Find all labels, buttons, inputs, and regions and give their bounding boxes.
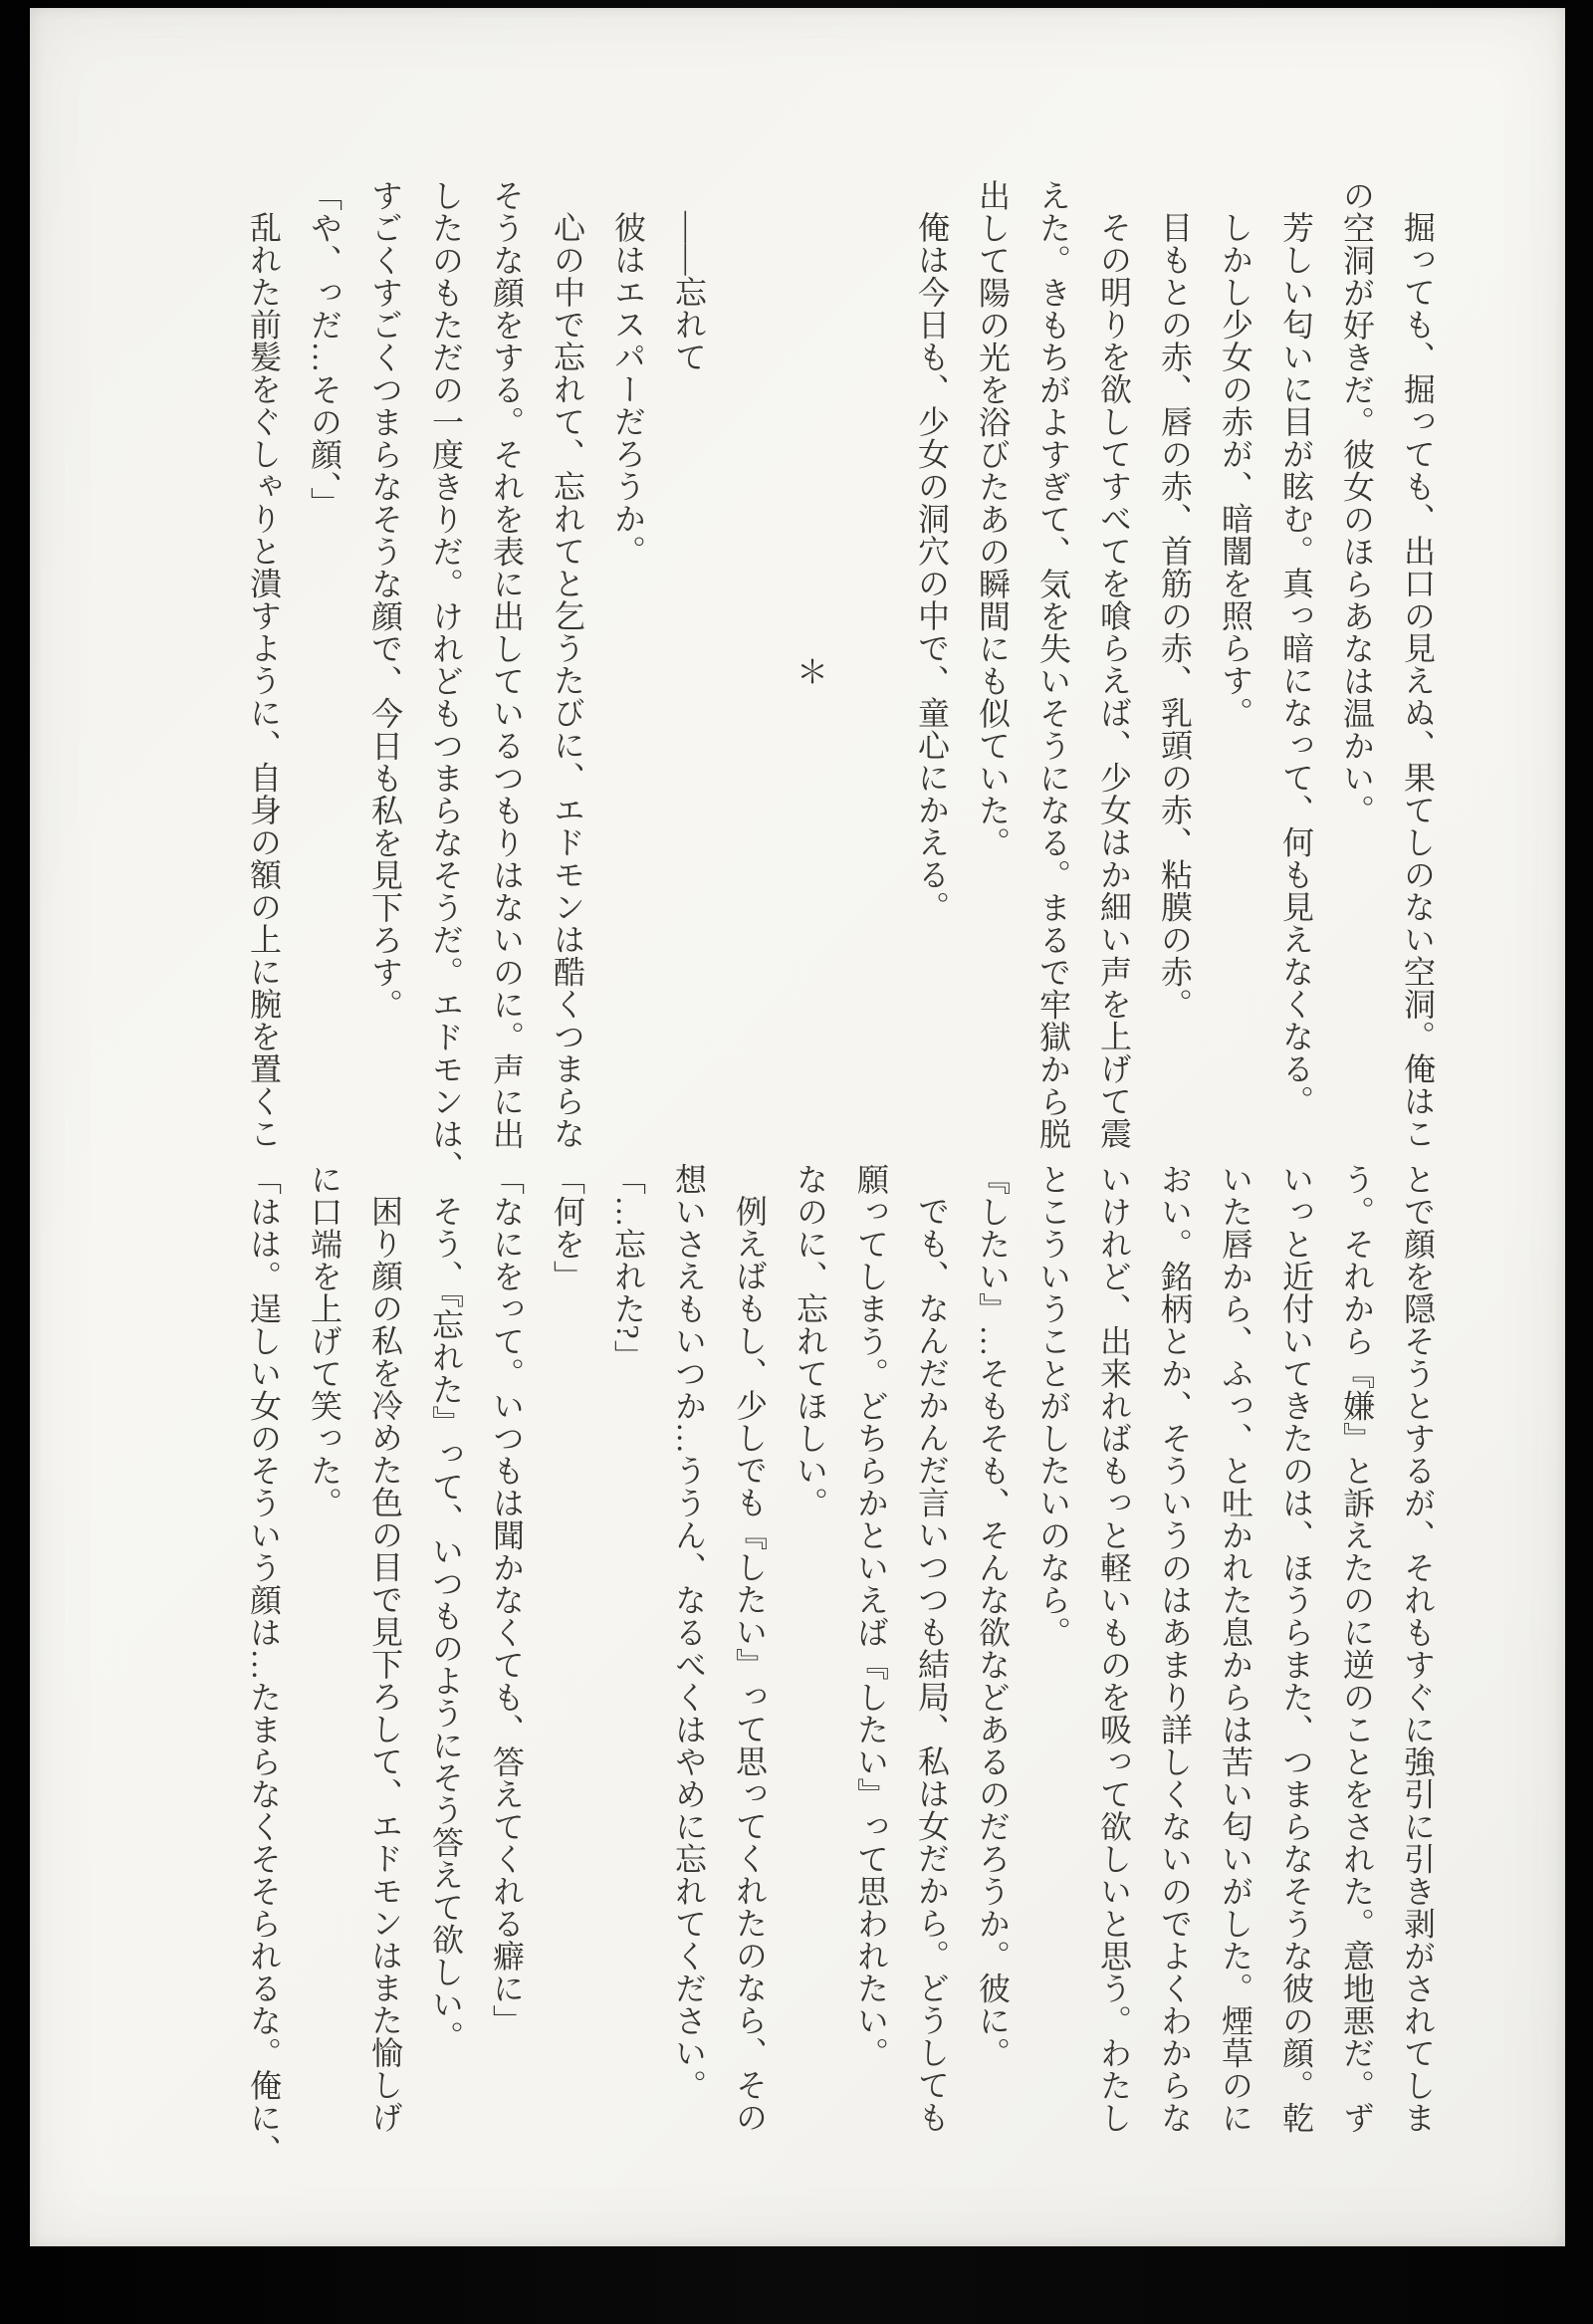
text-line: 心の中で忘れて、忘れてと乞うたびに、エドモンは酷くつまらな — [550, 211, 585, 1150]
text-line: 「はは。逞しい女のそういう顔は…たまらなくそそられるな。俺に、 — [246, 1163, 282, 2167]
text-line: 想いさえもいつか…ううん、なるべくはやめに忘れてください。 — [671, 1163, 707, 2102]
text-line: いた唇から、ふっ、と吐かれた息からは苦い匂いがした。煙草のに — [1218, 1163, 1253, 2134]
text-line: そうな顔をする。それを表に出しているつもりはないのに。声に出 — [489, 179, 525, 1150]
text-line: の空洞が好きだ。彼女のほらあなは温かい。 — [1339, 179, 1375, 826]
text-line: すごくすごくつまらなそうな顔で、今日も私を見下ろす。 — [367, 179, 403, 1021]
text-line: その明りを欲してすべてを喰らえば、少女はか細い声を上げて震 — [1096, 211, 1132, 1150]
text-line: 『したい』…そもそも、そんな欲などあるのだろうか。彼に。 — [975, 1163, 1011, 2069]
text-line: したのもただの一度きりだ。けれどもつまらなそうだ。エドモンは、 — [428, 179, 464, 1183]
text-line: えた。きもちがよすぎて、気を失いそうになる。まるで牢獄から脱 — [1035, 179, 1071, 1150]
text-line: とこういうことがしたいのなら。 — [1035, 1163, 1071, 1649]
text-line — [719, 179, 780, 1165]
upper-text-block — [229, 179, 1448, 1183]
text-line: 願ってしまう。どちらかといえば『したい』って思われたい。 — [853, 1163, 889, 2069]
text-line: ——忘れて — [671, 211, 707, 373]
text-line: 「…忘れた?」 — [610, 1163, 646, 1372]
text-line: 俺は今日も、少女の洞穴の中で、童心にかえる。 — [914, 211, 950, 923]
text-line: 目もとの赤、唇の赤、首筋の赤、乳頭の赤、粘膜の赤。 — [1157, 211, 1193, 1021]
text-line: 芳しい匂いに目が眩む。真っ暗になって、何も見えなくなる。 — [1278, 211, 1314, 1117]
text-line: 乱れた前髪をぐしゃりと潰すように、自身の額の上に腕を置くこ — [246, 211, 282, 1150]
text-line: そう、『忘れた』って、いつものようにそう答えて欲しい。 — [428, 1195, 464, 2053]
text-line — [840, 179, 901, 1165]
text-line: 例えばもし、少しでも『したい』って思ってくれたのなら、その — [732, 1195, 768, 2134]
text-line: 「や、っだ…その顔、」 — [307, 179, 342, 520]
book-page — [30, 8, 1565, 2246]
text-line: に口端を上げて笑った。 — [307, 1163, 342, 1519]
text-line: しかし少女の赤が、暗闇を照らす。 — [1218, 211, 1253, 729]
text-line: でも、なんだかんだ言いつつも結局、私は女だから。どうしても — [914, 1195, 950, 2134]
text-line: 困り顔の私を冷めた色の目で見下ろして、エドモンはまた愉しげ — [367, 1195, 403, 2134]
text-line: とで顔を隠そうとするが、それもすぐに強引に引き剥がされてしま — [1400, 1163, 1436, 2134]
text-line: いっと近付いてきたのは、ほうらまた、つまらなそうな彼の顔。乾 — [1278, 1163, 1314, 2134]
section-separator: ＊ — [793, 655, 828, 687]
text-line: 彼はエスパーだろうか。 — [610, 211, 646, 568]
text-line: 出して陽の光を浴びたあの瞬間にも似ていた。 — [975, 179, 1011, 859]
text-line: 「何を」 — [550, 1163, 585, 1292]
text-line: 「なにをって。いつもは聞かなくても、答えてくれる癖に」 — [489, 1163, 525, 2037]
lower-text-block — [229, 1163, 1448, 2167]
text-line: う。それから『嫌』と訴えたのに逆のことをされた。意地悪だ。ず — [1339, 1163, 1375, 2134]
text-line: いけれど、出来ればもっと軽いものを吸って欲しいと思う。わたし — [1096, 1163, 1132, 2134]
text-line: 掘っても、掘っても、出口の見えぬ、果てしのない空洞。俺はこ — [1400, 211, 1436, 1150]
text-line: おい。銘柄とか、そういうのはあまり詳しくないのでよくわからな — [1157, 1163, 1193, 2134]
text-line: なのに、忘れてほしい。 — [793, 1163, 828, 1519]
